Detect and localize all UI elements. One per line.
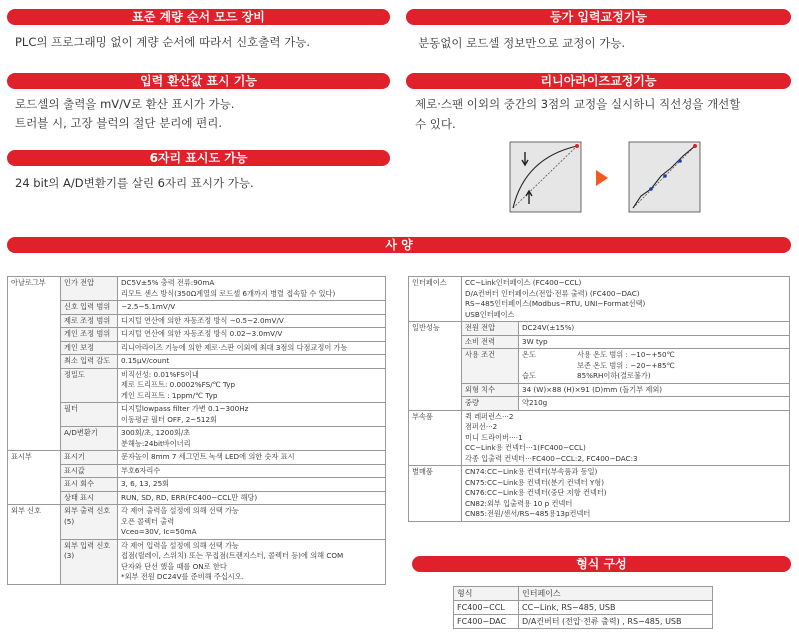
table-row [454, 601, 713, 615]
linearize-text-1: 제로·스팬 이외의 중간의 3점의 교정을 실시하니 직선성을 개선할 [415, 97, 741, 111]
linearize-diagram [505, 138, 705, 216]
spec-group-options: 별매품 [409, 466, 462, 522]
spec-group: 표시부 [8, 451, 61, 505]
spec-label: 전원 전압 [462, 322, 519, 336]
spec-row [8, 314, 386, 328]
spec-row [8, 427, 386, 451]
spec-row [8, 328, 386, 342]
six-digit-text: 24 bit의 A/D변환기를 살린 6자리 표시가 가능. [15, 176, 254, 190]
model-table [453, 586, 713, 629]
spec-label: 최소 입력 감도 [61, 355, 118, 369]
spec-row [8, 451, 386, 465]
model-cell: CC−Link, RS−485, USB [519, 601, 713, 615]
after-plot-point [678, 159, 682, 163]
humidity-label: 습도 [522, 371, 536, 380]
spec-label: 표시기 [61, 451, 118, 465]
before-plot-endpoint [575, 144, 579, 148]
spec-row [8, 539, 386, 584]
spec-group: 외부 신호 [8, 505, 61, 585]
spec-row [8, 464, 386, 478]
spec-row-dims [409, 383, 790, 397]
spec-value: 0.15μV/count [118, 355, 386, 369]
spec-value-options: CN74:CC−Link용 컨넥터(부속품과 동일) CN75:CC−Link용 컨넥터(분기 컨넥터 Y형) CN76:CC−Link용 컨넥터(중단 저항 컨넥터) CN82:외부 입출력용 10 p 컨넥터 CN85:전원/센서/RS−485용13p컨넥터 [462, 466, 790, 522]
after-plot-endpoint [693, 144, 697, 148]
before-plot-frame [510, 142, 581, 212]
spec-label: 중량 [462, 397, 519, 411]
spec-label: 필터 [61, 403, 118, 427]
spec-label: 외형 치수 [462, 383, 519, 397]
std-sequence-title-bar: 표준 계량 순서 모드 장비 [7, 9, 390, 25]
spec-value: 온도 사용 온도 범위 : −10~+50℃ 보존 온도 범위 : −20~+85℃ 습도 85%RH이하(결로불가) [519, 349, 790, 384]
model-table-header [454, 587, 713, 601]
spec-label: 제로 조정 범위 [61, 314, 118, 328]
model-cell: D/A컨버터 (전압·전류 출력) , RS−485, USB [519, 615, 713, 629]
spec-value: 디지털 연산에 의한 자동조정 방식 0.02~3.0mV/V [118, 328, 386, 342]
spec-value: 약210g [519, 397, 790, 411]
spec-value-accessories: 퀵 레퍼런스···2 점퍼선···2 미니 드라이버····1 CC−Link용 컨넥터···1(FC400−CCL) 각종 입출력 컨넥터···FC400−CCL:2, FC400−DAC:3 [462, 410, 790, 466]
spec-row-interface [409, 277, 790, 322]
spec-value: 문자높이 8mm 7 세그먼트 녹색 LED에 의한 숫자 표시 [118, 451, 386, 465]
spec-row [8, 403, 386, 427]
spec-label: 외부 입력 신호 (3) [61, 539, 118, 584]
spec-row-consumption [409, 335, 790, 349]
spec-row-conditions [409, 349, 790, 384]
spec-value: DC24V(±15%) [519, 322, 790, 336]
std-sequence-text: PLC의 프로그래밍 없이 계량 순서에 따라서 신호출력 가능. [15, 35, 311, 49]
spec-label: 게인 조정 범위 [61, 328, 118, 342]
spec-label: 게인 보정 [61, 341, 118, 355]
spec-row [8, 277, 386, 301]
spec-table-right [408, 276, 790, 522]
spec-row [8, 301, 386, 315]
transform-arrow-icon [596, 170, 608, 186]
input-convert-text-1: 로드셀의 출력을 mV/V로 환산 표시가 가능. [15, 97, 235, 111]
spec-row-power [409, 322, 790, 336]
spec-value-interface: CC−Link인터페이스 (FC400−CCL) D/A컨버터 인터페이스(전압·전류 출력) (FC400−DAC) RS−485인터페이스(Modbus−RTU, UNI−Format선택) USB인터페이스 [462, 277, 790, 322]
spec-value: 부호6자리수 [118, 464, 386, 478]
equiv-calib-text: 분동없이 로드셀 정보만으로 교정이 가능. [418, 36, 626, 50]
spec-row [8, 368, 386, 403]
spec-value: RUN, SD, RD, ERR(FC400−CCL만 해당) [118, 491, 386, 505]
spec-row-accessories [409, 410, 790, 466]
spec-value: DC5V±5% 충력 전류:90mA 리모트 센스 방식(350Ω계열의 로드셀 6개까지 병렬 접속할 수 있다) [118, 277, 386, 301]
spec-row [8, 505, 386, 540]
spec-value: 각 제어 출력을 설정에 의해 선택 가능 오픈 콜렉터 출력 Vceo=30V, Ic=50mA [118, 505, 386, 540]
spec-value: 각 제어 입력을 설정에 의해 선택 가능 접점(릴레이, 스위치) 또는 무접점(트랜지스터, 콜렉터 등)에 의해 COM 단자와 단선 했을 때를 ON로 한다 *외부 전원 DC24V를 준비해 주십시오. [118, 539, 386, 584]
spec-label: 사용 조건 [462, 349, 519, 384]
spec-value: 3, 6, 13, 25회 [118, 478, 386, 492]
spec-label: 신호 입력 범위 [61, 301, 118, 315]
equiv-calib-title-bar: 등가 입력교정기능 [406, 9, 791, 25]
spec-label: 정밀도 [61, 368, 118, 403]
spec-row [8, 491, 386, 505]
spec-label: 소비 전력 [462, 335, 519, 349]
spec-value: 300회/초, 1200회/초 분해능:24bit바이너리 [118, 427, 386, 451]
spec-row-options [409, 466, 790, 522]
spec-value: 비직선성: 0.01%FS이내 제로 드리프트: 0.0002%FS/℃ Typ 게인 드리프트 : 1ppm/℃ Typ [118, 368, 386, 403]
spec-label: 인가 전압 [61, 277, 118, 301]
spec-group-general: 일반성능 [409, 322, 462, 411]
input-convert-title-bar: 입력 환산값 표시 기능 [7, 73, 390, 89]
input-convert-text-2: 트러블 시, 고장 블럭의 절단 분리에 편리. [15, 116, 222, 130]
spec-group-interface: 인터페이스 [409, 277, 462, 322]
linearize-title-bar: 리니아라이즈교정기능 [406, 73, 791, 89]
spec-value: −2.5~5.1mV/V [118, 301, 386, 315]
spec-table-left [7, 276, 386, 585]
spec-title-bar: 사 양 [7, 237, 791, 253]
spec-label: A/D변환기 [61, 427, 118, 451]
spec-row [8, 341, 386, 355]
model-header-type: 형식 [454, 587, 519, 601]
spec-value: 리니아라이즈 기능에 의한 제로·스판 이외에 최대 3점의 다점교정이 가능 [118, 341, 386, 355]
spec-value: 디지털 연산에 의한 자동조정 방식 −0.5~2.0mV/V [118, 314, 386, 328]
table-row [454, 615, 713, 629]
spec-group-accessories: 부속품 [409, 410, 462, 466]
model-title-bar: 형식 구성 [412, 556, 791, 572]
model-header-interface: 인터페이스 [519, 587, 713, 601]
spec-value: 34 (W)×88 (H)×91 (D)mm (돌기부 제외) [519, 383, 790, 397]
spec-value: 디지털lowpass filter 가변 0.1~300Hz 이동평균 필터 OFF, 2~512회 [118, 403, 386, 427]
linearize-text-2: 수 있다. [415, 117, 456, 131]
spec-value: 3W typ [519, 335, 790, 349]
spec-group: 아날로그부 [8, 277, 61, 451]
after-plot-point [649, 187, 653, 191]
spec-label: 상태 표시 [61, 491, 118, 505]
temp-label: 온도 [522, 350, 536, 359]
model-cell: FC400−CCL [454, 601, 519, 615]
spec-label: 표시값 [61, 464, 118, 478]
spec-row-weight [409, 397, 790, 411]
spec-label: 외부 출력 신호 (5) [61, 505, 118, 540]
after-plot-point [663, 174, 667, 178]
spec-row [8, 478, 386, 492]
spec-row [8, 355, 386, 369]
six-digit-title-bar: 6자리 표시도 가능 [7, 150, 390, 166]
spec-label: 표시 회수 [61, 478, 118, 492]
model-cell: FC400−DAC [454, 615, 519, 629]
